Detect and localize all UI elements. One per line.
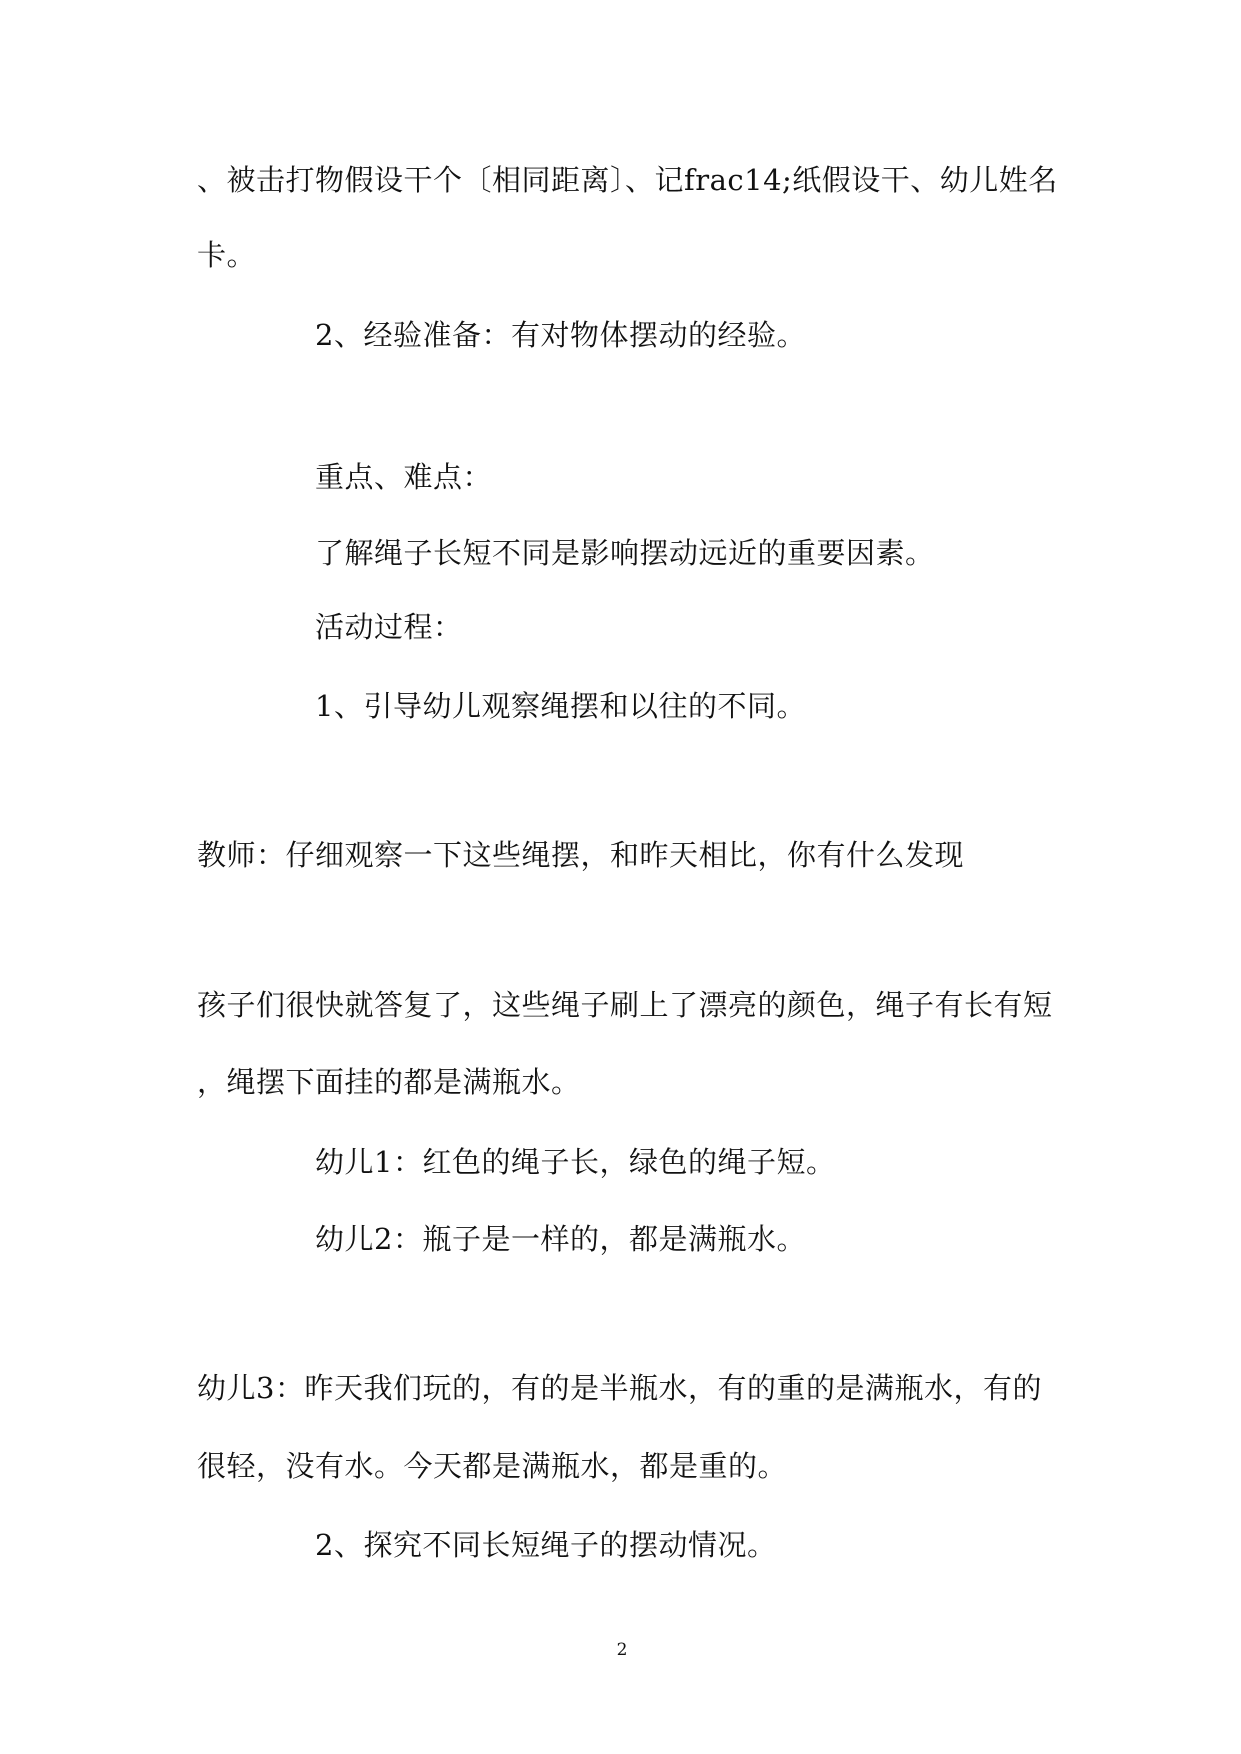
text-line: 2、经验准备：有对物体摆动的经验。 bbox=[315, 318, 806, 352]
text-line: 1、引导幼儿观察绳摆和以往的不同。 bbox=[315, 689, 806, 723]
text-line: 幼儿1：红色的绳子长，绿色的绳子短。 bbox=[315, 1145, 836, 1179]
page-number: 2 bbox=[616, 1640, 628, 1660]
section-heading: 重点、难点： bbox=[315, 460, 493, 494]
text-line: 幼儿2：瓶子是一样的，都是满瓶水。 bbox=[315, 1222, 806, 1256]
text-line: 2、探究不同长短绳子的摆动情况。 bbox=[315, 1528, 777, 1562]
text-line: 卡。 bbox=[197, 238, 257, 272]
text-line: 孩子们很快就答复了，这些绳子刷上了漂亮的颜色，绳子有长有短 bbox=[197, 988, 1053, 1022]
text-line: ，绳摆下面挂的都是满瓶水。 bbox=[197, 1065, 581, 1099]
text-line: 很轻，没有水。今天都是满瓶水，都是重的。 bbox=[197, 1449, 788, 1483]
text-line: 幼儿3：昨天我们玩的，有的是半瓶水，有的重的是满瓶水，有的 bbox=[197, 1371, 1042, 1405]
text-line: 教师：仔细观察一下这些绳摆，和昨天相比，你有什么发现 bbox=[197, 838, 965, 872]
text-line: 了解绳子长短不同是影响摆动远近的重要因素。 bbox=[315, 536, 935, 570]
section-heading: 活动过程： bbox=[315, 610, 463, 644]
text-line: 、被击打物假设干个〔相同距离〕、记frac14;纸假设干、幼儿姓名 bbox=[197, 163, 1058, 197]
